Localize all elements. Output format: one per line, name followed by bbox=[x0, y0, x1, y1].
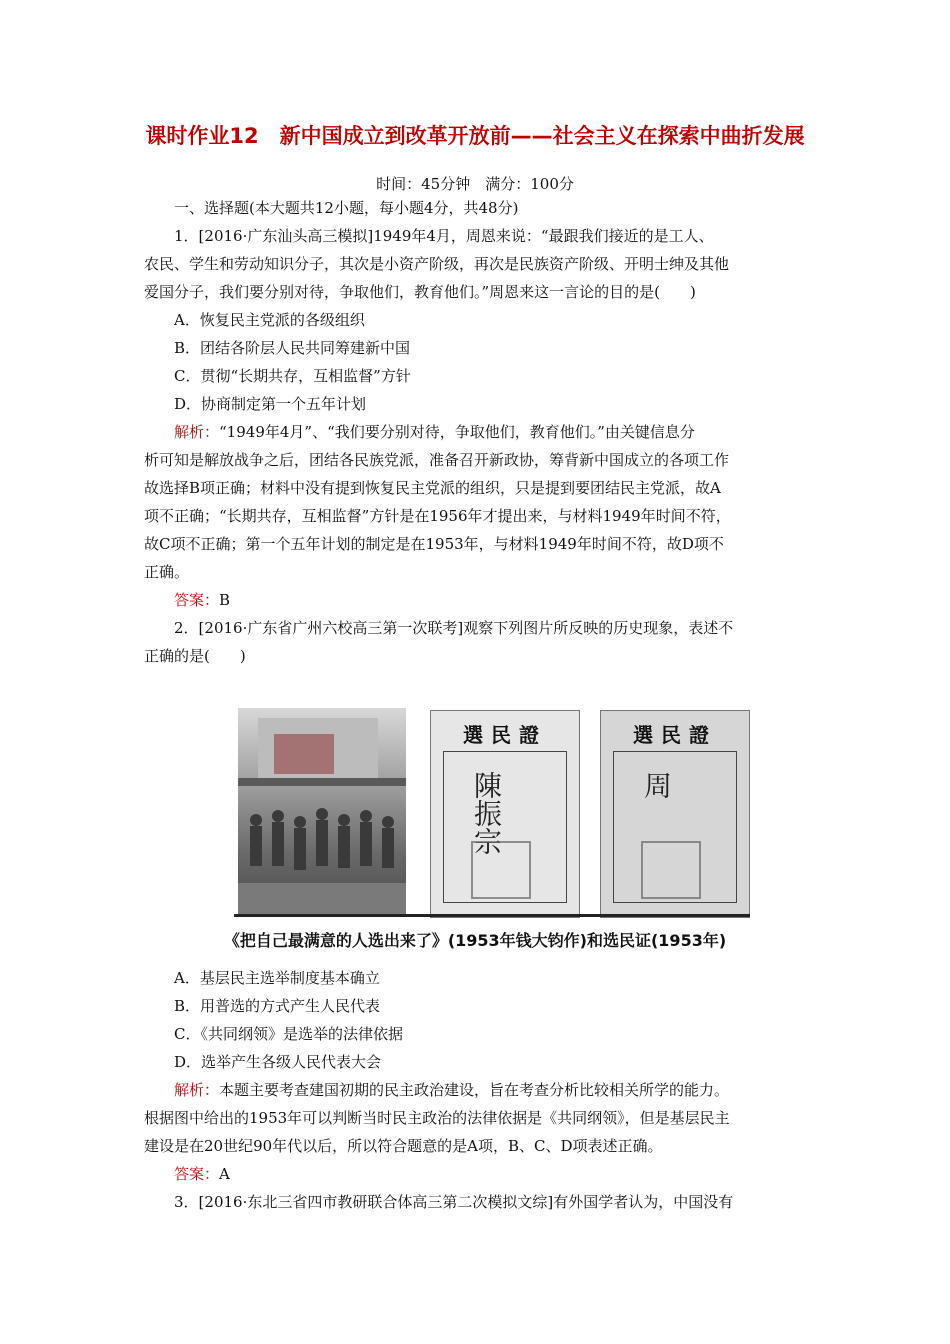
q1-analysis-line: 正确。 bbox=[144, 563, 190, 581]
figure-caption: 《把自己最满意的人选出来了》(1953年钱大钧作)和选民证(1953年) bbox=[223, 931, 727, 950]
q1-stem-line: 农民、学生和劳动知识分子，其次是小资产阶级，再次是民族资产阶级、开明士绅及其他 bbox=[144, 255, 730, 273]
q2-option-a: A．基层民主选举制度基本确立 bbox=[174, 969, 380, 987]
q2-analysis-line: 根据图中给出的1953年可以判断当时民主政治的法律依据是《共同纲领》，但是基层民主 bbox=[144, 1109, 730, 1127]
seal-stamp bbox=[471, 841, 531, 899]
seal-stamp bbox=[641, 841, 701, 899]
q2-stem-line: 正确的是( ) bbox=[144, 647, 246, 665]
q1-analysis-line: 故选择B项正确；材料中没有提到恢复民主党派的组织，只是提到要团结民主党派，故A bbox=[144, 479, 721, 497]
q2-stem-line: 2．[2016·广东省广州六校高三第一次联考]观察下列图片所反映的历史现象，表述不 bbox=[174, 619, 734, 637]
q1-analysis-line bbox=[174, 422, 812, 442]
q1-stem-line: 爱国分子，我们要分别对待，争取他们，教育他们。”周恩来这一言论的目的是( ) bbox=[144, 283, 696, 301]
q2-option-b: B．用普选的方式产生人民代表 bbox=[174, 997, 381, 1015]
voter-card-name: 陳振宗 bbox=[470, 771, 503, 855]
q3-stem-line: 3．[2016·东北三省四市教研联合体高三第二次模拟文综]有外国学者认为，中国没有 bbox=[174, 1193, 734, 1211]
q2-answer: A bbox=[219, 1165, 230, 1183]
q1-option-b: B．团结各阶层人民共同筹建新中国 bbox=[174, 339, 411, 357]
q1-analysis-line: 项不正确；“长期共存，互相监督”方针是在1956年才提出来，与材料1949年时间不符， bbox=[144, 507, 731, 525]
q2-analysis-line: 建设是在20世纪90年代以后，所以符合题意的是A项，B、C、D项表述正确。 bbox=[144, 1137, 663, 1155]
q1-option-a: A．恢复民主党派的各级组织 bbox=[174, 311, 365, 329]
q1-option-c: C．贯彻“长期共存，互相监督”方针 bbox=[174, 367, 411, 385]
section-heading: 一、选择题(本大题共12小题，每小题4分，共48分) bbox=[174, 199, 519, 217]
q2-analysis-label: 解析： bbox=[174, 1081, 220, 1099]
voter-card-title: 選民證 bbox=[633, 723, 717, 747]
figure-rule bbox=[234, 914, 750, 917]
q2-option-c: C．《共同纲领》是选举的法律依据 bbox=[174, 1025, 403, 1043]
q1-stem-line: 1．[2016·广东汕头高三模拟]1949年4月，周恩来说：“最跟我们接近的是工人、 bbox=[174, 227, 714, 245]
history-figure bbox=[234, 704, 750, 920]
q2-answer-label: 答案： bbox=[174, 1165, 220, 1183]
q2-answer-line bbox=[174, 1164, 812, 1184]
page-title: 课时作业12 新中国成立到改革开放前——社会主义在探索中曲折发展 bbox=[145, 124, 805, 148]
q1-analysis-line: 故C项不正确；第一个五年计划的制定是在1953年，与材料1949年时间不符，故D项不 bbox=[144, 535, 724, 553]
q1-analysis-line: 析可知是解放战争之后，团结各民族党派，准备召开新政协，筹背新中国成立的各项工作 bbox=[144, 451, 730, 469]
voter-card-title: 選民證 bbox=[463, 723, 547, 747]
time-score-line: 时间：45分钟 满分：100分 bbox=[376, 175, 574, 193]
q1-answer-line bbox=[174, 590, 812, 610]
q2-analysis-text: 本题主要考查建国初期的民主政治建设，旨在考查分析比较相关所学的能力。 bbox=[219, 1081, 730, 1099]
q1-answer-label: 答案： bbox=[174, 591, 220, 609]
q1-analysis-label: 解析： bbox=[174, 423, 220, 441]
q1-option-d: D．协商制定第一个五年计划 bbox=[174, 395, 367, 413]
q1-answer: B bbox=[219, 591, 231, 609]
painting-image bbox=[238, 708, 406, 914]
q2-option-d: D．选举产生各级人民代表大会 bbox=[174, 1053, 382, 1071]
q1-analysis-text: “1949年4月”、“我们要分别对待，争取他们，教育他们。”由关键信息分 bbox=[219, 423, 695, 441]
voter-card-2 bbox=[600, 710, 750, 918]
q2-analysis-line bbox=[174, 1080, 812, 1100]
voter-card-name: 周 bbox=[640, 771, 673, 799]
voter-card-1 bbox=[430, 710, 580, 918]
